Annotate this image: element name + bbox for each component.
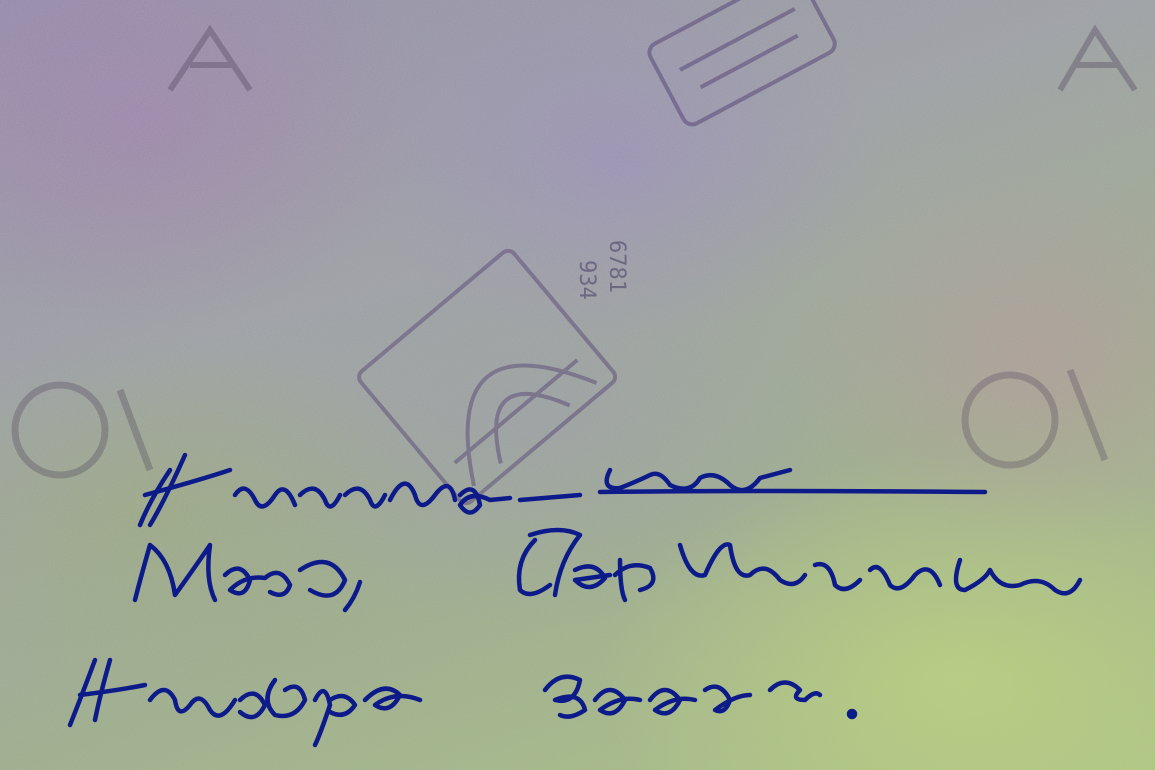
stamp-number-b: 6781: [604, 240, 629, 293]
handwriting-line-2: [135, 530, 1080, 610]
handwriting-line-3: [70, 660, 855, 745]
stamp-number-a: 934: [574, 260, 599, 300]
handwriting-line-1: [140, 455, 985, 525]
